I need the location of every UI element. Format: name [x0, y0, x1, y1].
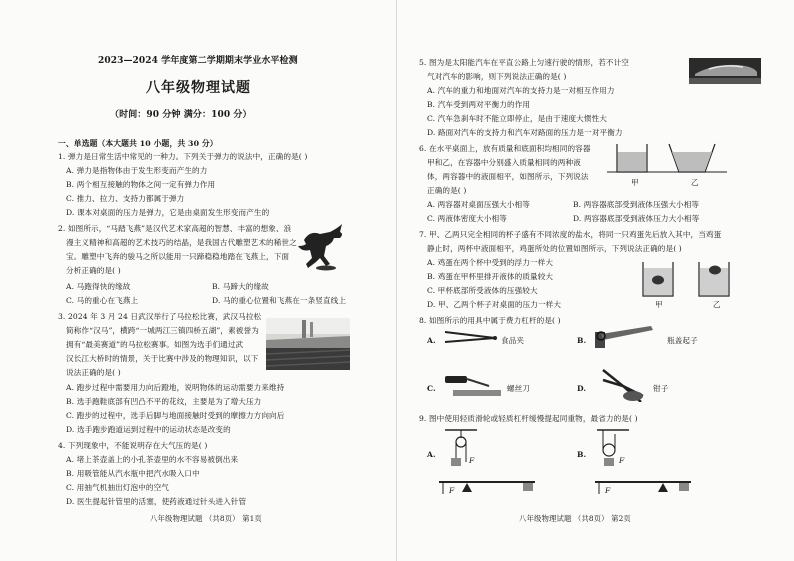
bottle-opener-figure: [593, 322, 655, 350]
q5-option-a: A. 汽车的重力和地面对汽车的支持力是一对相互作用力: [427, 86, 615, 95]
q7-label-jia: 甲: [655, 300, 663, 309]
q8-option-a-name: 食品夹: [501, 336, 525, 345]
q2-option-b: B. 马蹄大的缘故: [212, 282, 269, 291]
q7-option-a: A. 鸡蛋在两个杯中受到的浮力一样大: [427, 258, 554, 267]
q1-option-d: D. 课本对桌面的压力是弹力，它是由桌面发生形变而产生的: [66, 208, 270, 217]
q2-line-4: 分析正确的是( ): [66, 266, 121, 275]
solar-car-photo: [689, 58, 761, 84]
q3-line-5: 说法正确的是( ): [66, 368, 121, 377]
q6-line-1: 6. 在水平桌面上，放有质量和底面积均相同的容器: [419, 144, 591, 153]
q5-line-1: 5. 图为是太阳能汽车在平直公路上匀速行驶的情形，若不计空: [419, 58, 629, 67]
q3-option-c: C. 跑步的过程中，选手后脚与地面接触时受到的摩擦力方向向后: [66, 411, 285, 420]
q9-option-a-letter: A.: [427, 450, 436, 459]
flying-horse-figure: [296, 222, 348, 272]
q4-option-b: B. 用吸管能从汽水瓶中把汽水吸入口中: [66, 469, 200, 478]
page-1-footer: 八年级物理试题 （共8页） 第1页: [150, 514, 262, 523]
section-1-heading: 一、单选题（本大题共 10 小题，共 30 分）: [58, 139, 218, 148]
q6-line-2: 甲和乙，在容器中分别盛入质量相同的两种液: [427, 158, 581, 167]
q7-option-c: C. 甲杯底部所受液体的压强较大: [427, 286, 538, 295]
q2-option-a: A. 马跑得快的缘故: [66, 282, 131, 291]
q6-line-3: 体，两容器中的液面相平，如图所示，下列说法: [427, 172, 589, 181]
q9-force-label-d: F: [605, 486, 611, 495]
q5-option-c: C. 汽车急刹车时不能立即停止，是由于速度大惯性大: [427, 114, 607, 123]
q4-option-a: A. 堵上茶壶盖上的小孔茶壶里的水不容易被倒出来: [66, 455, 239, 464]
q3-line-4: 汉长江大桥时的情景，关于比赛中涉及的物理知识，以下: [66, 354, 259, 363]
q6-option-d: D. 两容器底部受到液体压力大小相等: [573, 214, 700, 223]
paper-title: 八年级物理试题: [146, 80, 251, 96]
q6-line-4: 正确的是( ): [427, 186, 467, 195]
q9-force-label-b: F: [619, 456, 625, 465]
q8-option-a-letter: A.: [427, 336, 436, 345]
q1-option-b: B. 两个相互接触的物体之间一定有弹力作用: [66, 180, 216, 189]
q1-option-a: A. 弹力是指物体由于发生形变而产生的力: [66, 166, 208, 175]
q7-line-1: 7. 甲、乙两只完全相同的杯子盛有不同浓度的盐水，将同一只鸡蛋先后放入其中，当鸡蛋: [419, 230, 722, 239]
q5-option-d: D. 路面对汽车的支持力和汽车对路面的压力是一对平衡力: [427, 128, 623, 137]
containers-figure: [607, 140, 727, 176]
q3-line-2: 简称作“汉马”，横跨“一城两江三镇四桥五湖”，素被誉为: [66, 326, 259, 335]
page-2: [397, 0, 794, 561]
q3-option-d: D. 选手跑步跑道运到过程中的运动状态是改变的: [66, 425, 231, 434]
time-score: （时间：90 分钟 满分：100 分）: [110, 110, 252, 120]
q8-stem: 8. 如图所示的用具中属于费力杠杆的是( ): [419, 316, 561, 325]
q9-stem: 9. 图中使用轻质滑轮或轻质杠杆缓慢提起同重物，最省力的是( ): [419, 414, 638, 423]
q3-option-b: B. 选手跑鞋底部有凹凸不平的花纹，主要是为了增大压力: [66, 397, 262, 406]
q5-line-2: 气对汽车的影响，则下列说法正确的是( ): [427, 72, 567, 81]
screwdriver-figure: [443, 370, 503, 398]
q3-line-3: 拥有“最美赛道”的马拉松赛事。如图为选手们通过武: [66, 340, 244, 349]
q2-option-d: D. 马的重心位置和飞燕在一条竖直线上: [212, 296, 347, 305]
q1-option-c: C. 推力、拉力、支持力都属于弹力: [66, 194, 185, 203]
movable-pulley-figure: [593, 428, 633, 470]
q9-force-label-a: F: [469, 456, 475, 465]
q9-force-label-c: F: [449, 486, 455, 495]
q2-line-1: 2. 如图所示，“马踏飞燕”是汉代艺术家高超的智慧、丰富的想象、浪: [58, 224, 292, 233]
q4-option-d: D. 医生提起针管里的活塞，使药液通过针头进入针管: [66, 497, 247, 506]
q7-label-yi: 乙: [713, 300, 721, 309]
food-tongs-figure: [443, 326, 497, 348]
q9-option-b-letter: B.: [577, 450, 587, 459]
q1-stem: 1. 弹力是日常生活中常见的一种力。下列关于弹力的说法中，正确的是( ): [58, 152, 308, 161]
q6-label-yi: 乙: [691, 178, 699, 187]
q6-option-b: B. 两容器底部受到液体压强大小相等: [573, 200, 700, 209]
q2-line-3: 宝。雕塑中飞奔的骏马之所以能用一只蹄稳稳地踏在飞燕上，下面: [66, 252, 290, 261]
q8-option-b-name: 瓶盖起子: [667, 336, 698, 345]
q2-line-2: 漫主义精神和高超的艺术技巧的结晶，是我国古代雕塑艺术的稀世之: [66, 238, 297, 247]
exam-title: 2023—2024 学年度第二学期期末学业水平检测: [98, 56, 298, 66]
q3-line-1: 3. 2024 年 3 月 24 日武汉举行了马拉松比赛，武汉马拉松: [58, 312, 262, 321]
egg-cups-figure: [637, 258, 737, 302]
fixed-pulley-figure: [441, 428, 481, 470]
q8-option-c-letter: C.: [427, 384, 436, 393]
q8-option-c-name: 螺丝刀: [507, 384, 531, 393]
q4-option-c: C. 用抽气机抽出灯泡中的空气: [66, 483, 169, 492]
q2-option-c: C. 马的重心在飞燕上: [66, 296, 139, 305]
q8-option-b-letter: B.: [577, 336, 587, 345]
page-2-footer: 八年级物理试题 （共8页） 第2页: [519, 514, 631, 523]
q7-line-2: 静止时，两杯中液面相平，鸡蛋所处的位置如图所示，下列说法正确的是( ): [427, 244, 682, 253]
q7-option-d: D. 甲、乙两个杯子对桌面的压力一样大: [427, 300, 562, 309]
pliers-figure: [593, 366, 649, 402]
q4-stem: 4. 下列现象中，不能说明存在大气压的是( ): [58, 441, 208, 450]
marathon-bridge-photo: [266, 318, 350, 370]
q5-option-b: B. 汽车受到两对平衡力的作用: [427, 100, 531, 109]
q8-option-d-letter: D.: [577, 384, 587, 393]
q7-option-b: B. 鸡蛋在甲杯里排开液体的质量较大: [427, 272, 554, 281]
q8-option-d-name: 钳子: [653, 384, 669, 393]
q6-option-c: C. 两液体密度大小相等: [427, 214, 507, 223]
q6-option-a: A. 两容器对桌面压强大小相等: [427, 200, 530, 209]
q3-option-a: A. 跑步过程中需要用力向后蹬地，说明物体的运动需要力来维持: [66, 383, 285, 392]
q6-label-jia: 甲: [631, 178, 639, 187]
